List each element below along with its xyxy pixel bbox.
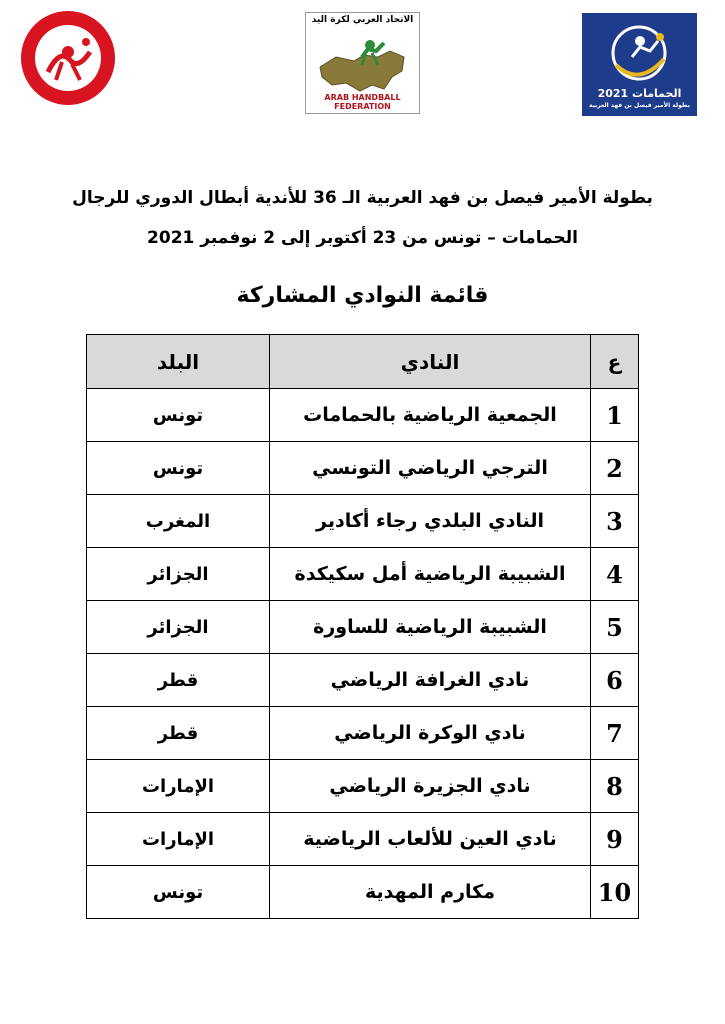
row-number: 10	[591, 866, 639, 919]
table-header-row	[87, 335, 639, 389]
location-dates: الحمامات – تونس من 23 أكتوبر إلى 2 نوفمبر 2021	[147, 228, 578, 248]
club-country: قطر	[87, 654, 270, 707]
club-country: الجزائر	[87, 601, 270, 654]
club-name: الترجي الرياضي التونسي	[270, 442, 591, 495]
club-name: الشبيبة الرياضية أمل سكيكدة	[270, 548, 591, 601]
table-row	[87, 707, 639, 760]
row-number: 8	[591, 760, 639, 813]
table-row	[87, 866, 639, 919]
tournament-logo-title: الحمامات 2021	[597, 87, 682, 100]
club-country: المغرب	[87, 495, 270, 548]
tunisian-federation-logo	[18, 8, 118, 108]
club-country: الإمارات	[87, 760, 270, 813]
club-name: نادي العين للألعاب الرياضية	[270, 813, 591, 866]
row-number: 2	[591, 442, 639, 495]
table-row	[87, 442, 639, 495]
table-row	[87, 495, 639, 548]
club-name: نادي الجزيرة الرياضي	[270, 760, 591, 813]
club-country: الإمارات	[87, 813, 270, 866]
tournament-logo-subtitle: بطولة الأمير فيصل بن فهد العربية	[588, 102, 691, 109]
club-country: تونس	[87, 389, 270, 442]
row-number: 6	[591, 654, 639, 707]
page-title: قائمة النوادي المشاركة	[236, 283, 489, 308]
header-club: النادي	[270, 335, 591, 389]
tournament-logo	[582, 13, 697, 116]
club-country: الجزائر	[87, 548, 270, 601]
header-number: ع	[591, 335, 639, 389]
row-number: 1	[591, 389, 639, 442]
table-row	[87, 601, 639, 654]
club-country: تونس	[87, 866, 270, 919]
table-row	[87, 654, 639, 707]
club-name: الجمعية الرياضية بالحمامات	[270, 389, 591, 442]
table-row	[87, 548, 639, 601]
row-number: 5	[591, 601, 639, 654]
row-number: 7	[591, 707, 639, 760]
club-name: نادي الغرافة الرياضي	[270, 654, 591, 707]
arab-federation-logo-title: الاتحاد العربي لكرة اليد	[311, 15, 414, 25]
arab-federation-logo-footer: ARAB HANDBALL FEDERATION	[324, 93, 401, 111]
row-number: 4	[591, 548, 639, 601]
club-country: قطر	[87, 707, 270, 760]
table-row	[87, 389, 639, 442]
club-country: تونس	[87, 442, 270, 495]
table-row	[87, 760, 639, 813]
club-name: النادي البلدي رجاء أكادير	[270, 495, 591, 548]
club-name: نادي الوكرة الرياضي	[270, 707, 591, 760]
club-name: الشبيبة الرياضية للساورة	[270, 601, 591, 654]
club-name: مكارم المهدية	[270, 866, 591, 919]
row-number: 3	[591, 495, 639, 548]
participating-clubs-table	[86, 334, 639, 919]
row-number: 9	[591, 813, 639, 866]
table-row	[87, 813, 639, 866]
championship-title: بطولة الأمير فيصل بن فهد العربية الـ 36 للأندية أبطال الدوري للرجال	[72, 188, 653, 208]
header-country: البلد	[87, 335, 270, 389]
arab-handball-federation-logo	[305, 12, 420, 114]
